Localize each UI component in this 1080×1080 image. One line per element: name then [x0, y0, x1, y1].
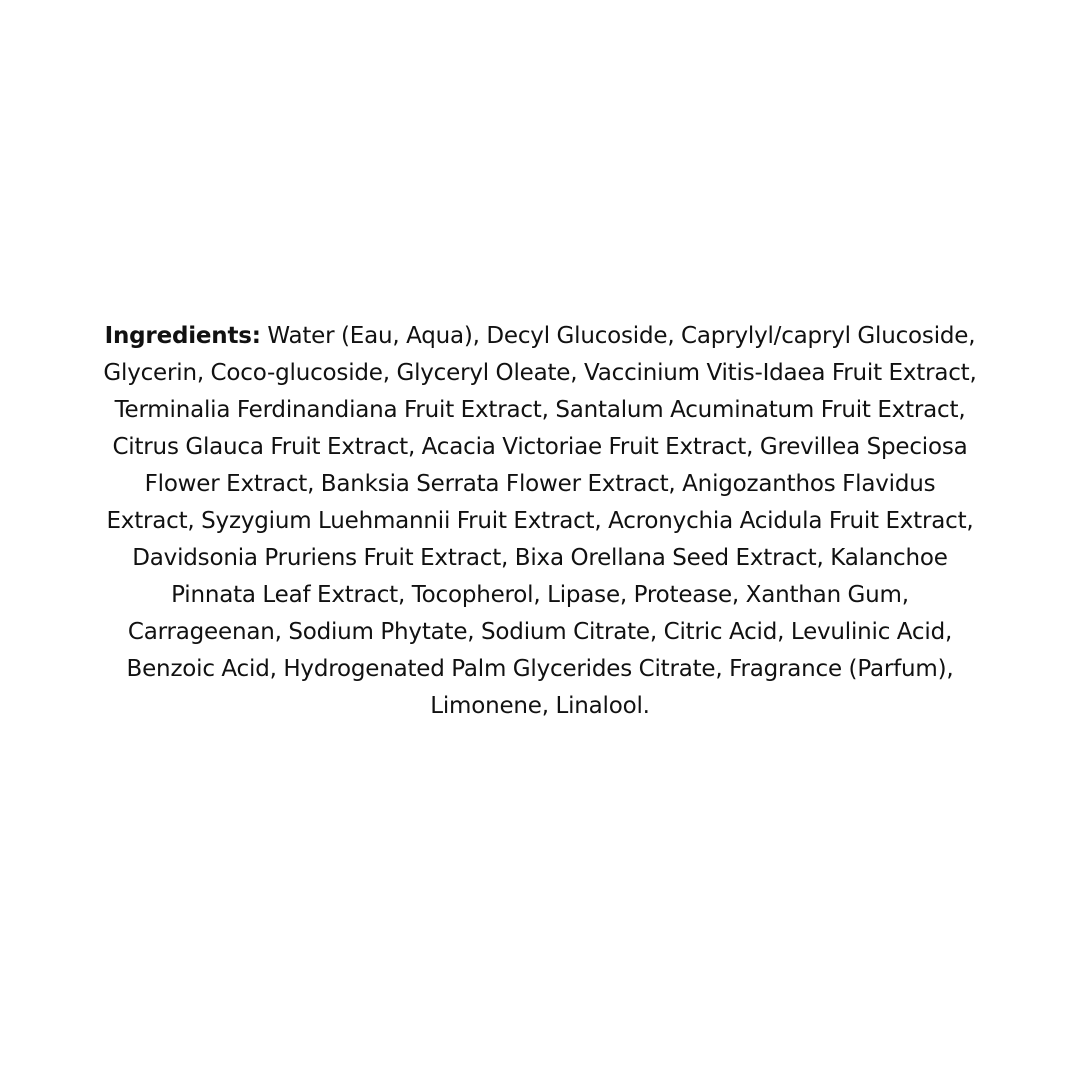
- ingredients-paragraph: [100, 318, 980, 725]
- ingredients-label: Ingredients:: [104, 323, 261, 349]
- ingredients-text: Water (Eau, Aqua), Decyl Glucoside, Caprylyl/capryl Glucoside, Glycerin, Coco-glucoside, Glyceryl Oleate, Vaccinium Vitis-Idaea Fruit Extract, Terminalia Ferdinandiana Fruit Extract, Santalum Acuminatum Fruit Extract, Citrus Glauca Fruit Extract, Acacia Victoriae Fruit Extract, Grevillea Speciosa Flower Extract, Banksia Serrata Flower Extract, Anigozanthos Flavidus Extract, Syzygium Luehmannii Fruit Extract, Acronychia Acidula Fruit Extract, Davidsonia Pruriens Fruit Extract, Bixa Orellana Seed Extract, Kalanchoe Pinnata Leaf Extract, Tocopherol, Lipase, Protease, Xanthan Gum, Carrageenan, Sodium Phytate, Sodium Citrate, Citric Acid, Levulinic Acid, Benzoic Acid, Hydrogenated Palm Glycerides Citrate, Fragrance (Parfum), Limonene, Linalool.: [103, 323, 977, 719]
